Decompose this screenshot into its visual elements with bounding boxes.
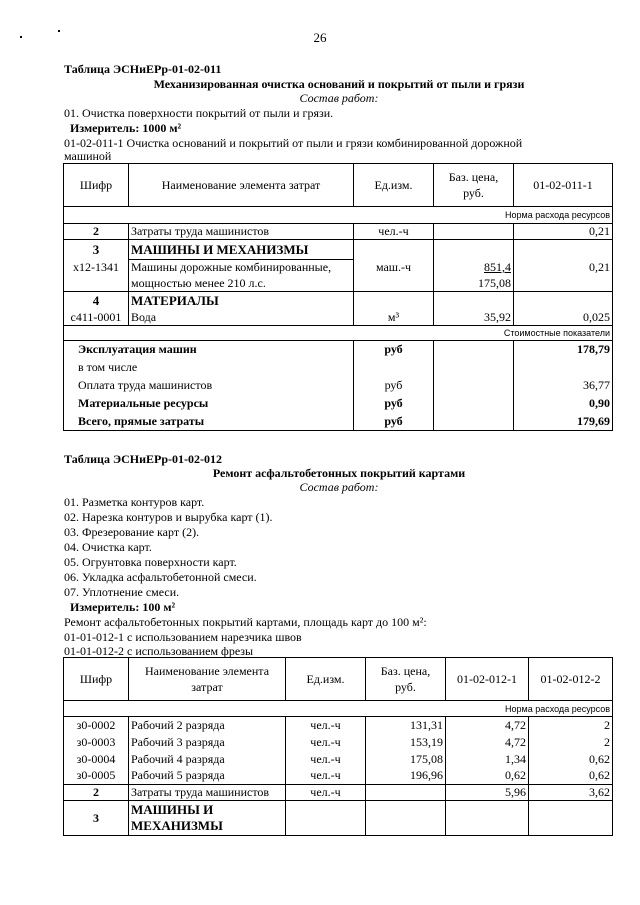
t2-work-heading: Состав работ: (299, 480, 379, 494)
t2-work-item: 05. Огрунтовка поверхности карт. (64, 555, 237, 569)
t1-work-item: 01. Очистка поверхности покрытий от пыли и грязи. (64, 106, 334, 120)
table-row: с411-0001 Вода м³ 35,92 0,025 (64, 310, 613, 326)
t1-cost-label-row (64, 326, 613, 341)
t2-title: Таблица ЭСНиЕРр-01-02-012 (64, 452, 223, 466)
t2-work-item: 03. Фрезерование карт (2). (64, 525, 200, 539)
table-row: з0-0003 Рабочий 3 разряда чел.-ч 153,19 4,72 2 (64, 734, 613, 751)
t1-description-cont: машиной (64, 149, 112, 163)
t2-norm-label: Норма расхода ресурсов (64, 701, 613, 717)
t1-table (63, 163, 613, 431)
t1-header-unit: Ед.изм. (354, 164, 434, 207)
table-row: Оплата труда машинистов руб 36,77 (64, 377, 613, 395)
table-row: Эксплуатация машин руб 178,79 (64, 341, 613, 359)
t1-description: 01-02-011-1 Очистка оснований и покрытий от пыли и грязи комбинированной дорожной (64, 136, 523, 150)
table-row: х12-1341 Машины дорожные комбинированные, маш.-ч 851,4 0,21 (64, 260, 613, 276)
table-row: з0-0004 Рабочий 4 разряда чел.-ч 175,08 1,34 0,62 (64, 751, 613, 768)
t1-meter: Измеритель: 1000 м² (70, 121, 182, 135)
t2-header-code: Шифр (64, 658, 129, 701)
t1-subtitle: Механизированная очистка оснований и покрытий от пыли и грязи (153, 77, 525, 91)
t2-subtitle: Ремонт асфальтобетонных покрытий картами (212, 466, 466, 480)
page-number: 26 (313, 30, 327, 45)
t2-table (63, 657, 613, 836)
t1-header-col1: 01-02-011-1 (514, 164, 613, 207)
t2-work-item: 07. Уплотнение смеси. (64, 585, 180, 599)
table-row: 2 Затраты труда машинистов чел.-ч 5,96 3,62 (64, 785, 613, 801)
t1-header-price: Баз. цена, руб. (434, 164, 514, 207)
t2-norm-row (64, 701, 613, 717)
t2-meter: Измеритель: 100 м² (70, 600, 176, 614)
table-row: в том числе (64, 359, 613, 377)
t1-work-heading: Состав работ: (299, 91, 379, 105)
t2-header-col1: 01-02-012-1 (446, 658, 529, 701)
t2-work-item: 06. Укладка асфальтобетонной смеси. (64, 570, 257, 584)
t2-work-item: 01. Разметка контуров карт. (64, 495, 205, 509)
t2-header-col2: 01-02-012-2 (529, 658, 613, 701)
t1-header-row (64, 164, 613, 207)
table-row: з0-0005 Рабочий 5 разряда чел.-ч 196,96 0,62 0,62 (64, 768, 613, 785)
table-row: мощностью менее 210 л.с. 175,08 (64, 276, 613, 292)
table-row: 2 Затраты труда машинистов чел.-ч 0,21 (64, 224, 613, 240)
t2-work-item: 04. Очистка карт. (64, 540, 152, 554)
t1-header-code: Шифр (64, 164, 129, 207)
t1-title: Таблица ЭСНиЕРр-01-02-011 (64, 62, 222, 76)
t2-header-price: Баз. цена, руб. (366, 658, 446, 701)
t1-norm-label: Норма расхода ресурсов (64, 207, 613, 224)
t1-header-name: Наименование элемента затрат (129, 164, 354, 207)
t2-header-name: Наименование элемента затрат (129, 658, 286, 701)
t2-header-unit: Ед.изм. (286, 658, 366, 701)
t1-section-machines: 3 МАШИНЫ И МЕХАНИЗМЫ (64, 240, 613, 260)
t2-variant: 01-01-012-1 с использованием нарезчика швов (64, 630, 302, 644)
t2-work-item: 02. Нарезка контуров и вырубка карт (1). (64, 510, 273, 524)
t1-norm-row (64, 207, 613, 224)
table-row: Материальные ресурсы руб 0,90 (64, 395, 613, 413)
t2-section-machines: 3 МАШИНЫ И МЕХАНИЗМЫ (64, 801, 613, 836)
table-row: Всего, прямые затраты руб 179,69 (64, 413, 613, 431)
t2-header-row (64, 658, 613, 701)
t1-cost-label: Стоимостные показатели (64, 326, 613, 341)
t2-variant: 01-01-012-2 с использованием фрезы (64, 644, 254, 658)
table-row: з0-0002 Рабочий 2 разряда чел.-ч 131,31 4,72 2 (64, 717, 613, 734)
t2-description: Ремонт асфальтобетонных покрытий картами, площадь карт до 100 м²: (64, 615, 427, 629)
t1-section-materials: 4 МАТЕРИАЛЫ (64, 292, 613, 310)
